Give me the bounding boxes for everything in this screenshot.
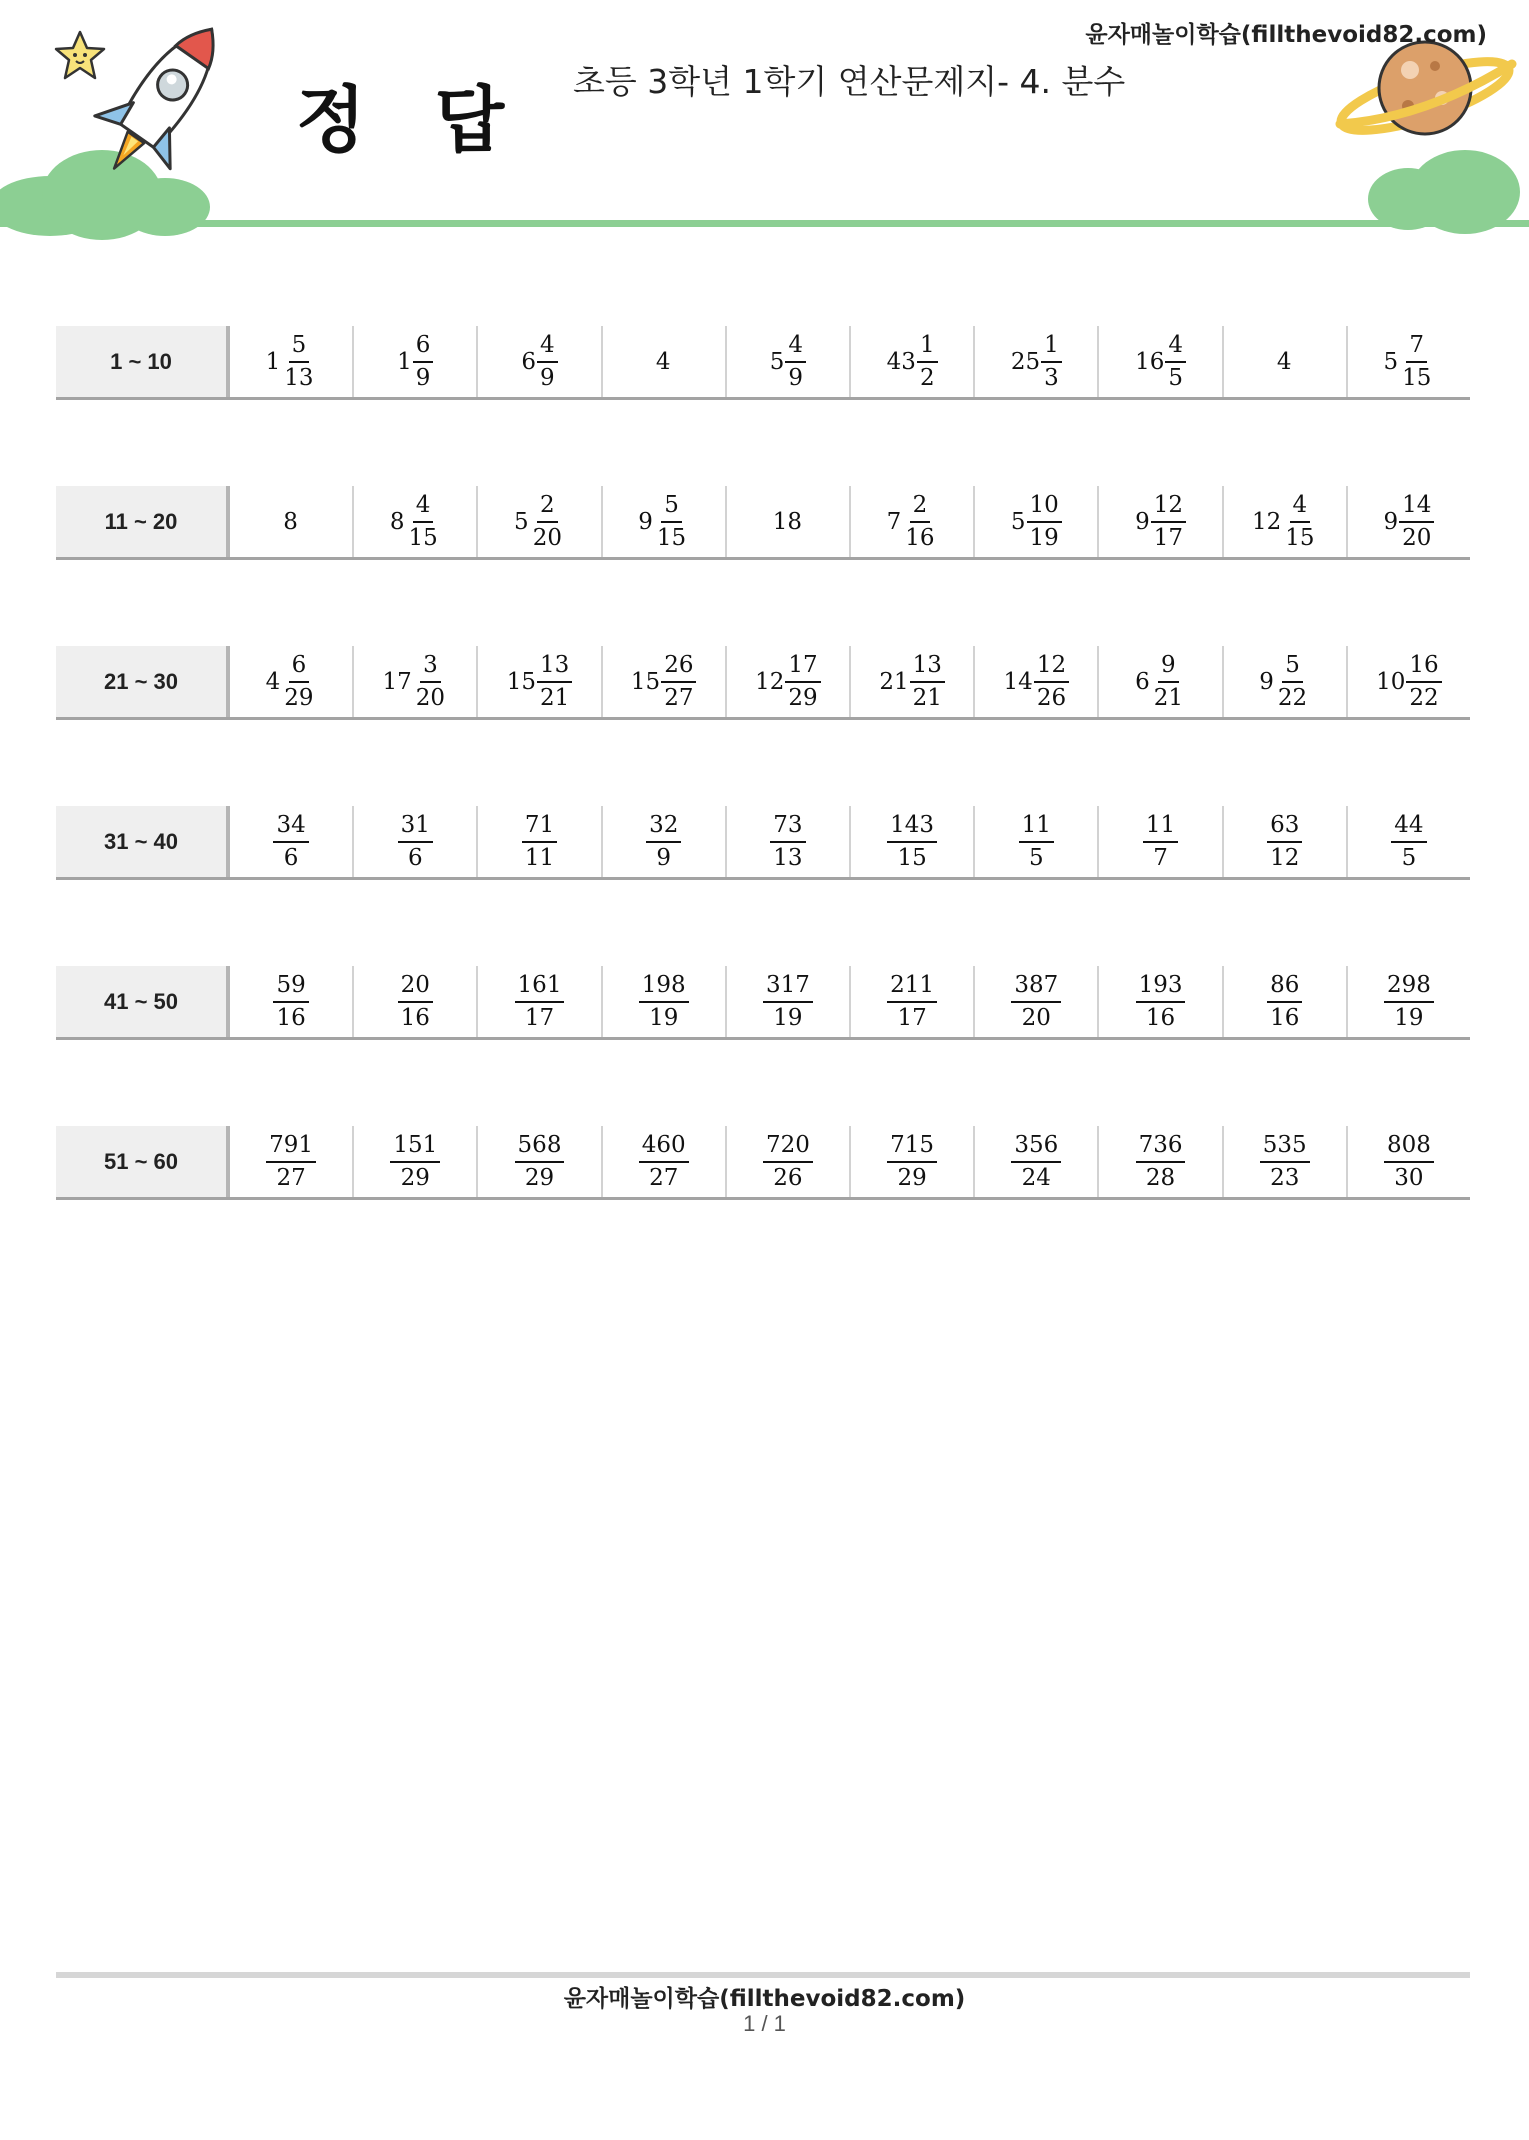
fraction: [405, 491, 440, 551]
whole-number: 5: [769, 348, 785, 375]
whole-number: 5: [514, 508, 529, 535]
answer-cell: [230, 1126, 354, 1197]
denominator: 9: [415, 364, 431, 391]
numerator: 568: [515, 1134, 565, 1163]
numerator: 791: [266, 1134, 316, 1163]
denominator: 9: [540, 364, 555, 391]
whole-number: 4: [265, 668, 281, 695]
denominator: 20: [1021, 1004, 1051, 1031]
denominator: 21: [540, 684, 570, 711]
answer-cell: [851, 966, 975, 1037]
answer-row: [56, 486, 1470, 560]
numerator: 1: [1041, 334, 1062, 363]
whole-number: 25: [1010, 348, 1041, 375]
denominator: 27: [276, 1164, 306, 1191]
answer-cell: [975, 1126, 1099, 1197]
answer-cell: [230, 646, 354, 717]
fraction: [639, 971, 689, 1031]
fraction: [1143, 811, 1178, 871]
answer-cell: [230, 326, 354, 397]
fraction: [515, 971, 565, 1031]
answer-cell: [851, 486, 975, 557]
fraction: [887, 811, 937, 871]
numerator: 298: [1384, 974, 1434, 1003]
fraction: [1027, 491, 1062, 551]
denominator: 16: [400, 1004, 430, 1031]
numerator: 34: [273, 814, 308, 843]
answer-cell: [230, 486, 354, 557]
answer-cell: [851, 326, 975, 397]
denominator: 23: [1270, 1164, 1300, 1191]
site-name-top: 윤자매놀이학습(fillthevoid82.com): [1085, 22, 1487, 48]
fraction: [281, 331, 316, 391]
fraction: [1019, 811, 1054, 871]
fraction: [1399, 491, 1434, 551]
answer-cell: [354, 646, 478, 717]
fraction: [639, 1131, 689, 1191]
answer-row: [56, 966, 1470, 1040]
numerator: 14: [1399, 494, 1434, 523]
fraction: [770, 811, 805, 871]
fraction: [646, 811, 681, 871]
worksheet-subtitle: 초등 3학년 1학기 연산문제지- 4. 분수: [573, 62, 1126, 101]
answer-cell: [727, 326, 851, 397]
answer-cell: [603, 486, 727, 557]
row-range-label: 21 ~ 30: [56, 646, 230, 717]
fraction: [654, 491, 689, 551]
denominator: 16: [1270, 1004, 1300, 1031]
denominator: 15: [897, 844, 927, 871]
denominator: 20: [415, 684, 446, 711]
numerator: 535: [1260, 1134, 1310, 1163]
fraction: [390, 1131, 440, 1191]
numerator: 44: [1391, 814, 1426, 843]
numerator: 808: [1384, 1134, 1434, 1163]
denominator: 12: [1270, 844, 1300, 871]
denominator: 19: [1394, 1004, 1424, 1031]
numerator: 17: [785, 654, 820, 683]
numerator: 12: [1151, 494, 1186, 523]
header-divider: [0, 220, 1529, 227]
denominator: 15: [408, 524, 438, 551]
fraction: [530, 491, 565, 551]
denominator: 9: [656, 844, 672, 871]
denominator: 16: [1145, 1004, 1176, 1031]
answer-table: [56, 326, 1470, 1286]
denominator: 26: [1036, 684, 1067, 711]
fraction: [887, 1131, 937, 1191]
fraction: [763, 971, 813, 1031]
denominator: 15: [1285, 524, 1315, 551]
whole-number: 18: [772, 508, 803, 535]
numerator: 2: [537, 494, 558, 523]
whole-number: 1: [265, 348, 281, 375]
answer-cell: [478, 646, 602, 717]
fraction: [1267, 811, 1302, 871]
whole-number: 15: [506, 668, 536, 695]
answer-cell: [1348, 486, 1470, 557]
row-range-label: 31 ~ 40: [56, 806, 230, 877]
numerator: 6: [289, 654, 310, 683]
denominator: 27: [649, 1164, 679, 1191]
numerator: 720: [763, 1134, 813, 1163]
answer-cell: [1099, 486, 1223, 557]
numerator: 10: [1027, 494, 1062, 523]
denominator: 19: [773, 1004, 803, 1031]
numerator: 1: [917, 334, 938, 363]
numerator: 4: [785, 334, 806, 363]
numerator: 193: [1136, 974, 1186, 1003]
answer-cell: [1224, 486, 1348, 557]
answer-cell: [975, 806, 1099, 877]
numerator: 4: [537, 334, 558, 363]
numerator: 151: [390, 1134, 440, 1163]
denominator: 5: [1028, 844, 1044, 871]
numerator: 5: [289, 334, 310, 363]
answer-cell: [478, 326, 602, 397]
numerator: 5: [1282, 654, 1303, 683]
denominator: 20: [532, 524, 562, 551]
whole-number: 9: [1259, 668, 1274, 695]
whole-number: 4: [1276, 348, 1292, 375]
page-number: 1 / 1: [743, 2011, 786, 2036]
denominator: 15: [1402, 364, 1432, 391]
answer-cell: [1099, 326, 1223, 397]
answer-row: [56, 646, 1470, 720]
fraction: [1267, 971, 1302, 1031]
fraction: [273, 971, 308, 1031]
numerator: 4: [1290, 494, 1311, 523]
fraction: [1136, 1131, 1186, 1191]
denominator: 22: [1409, 684, 1439, 711]
fraction: [281, 651, 316, 711]
denominator: 9: [788, 364, 804, 391]
denominator: 13: [284, 364, 314, 391]
whole-number: 10: [1376, 668, 1406, 695]
whole-number: 9: [1383, 508, 1399, 535]
fraction: [785, 651, 820, 711]
answer-cell: [603, 326, 727, 397]
fraction: [887, 971, 937, 1031]
numerator: 460: [639, 1134, 689, 1163]
footer-divider: [56, 1972, 1470, 1978]
answer-cell: [975, 646, 1099, 717]
fraction: [1260, 1131, 1310, 1191]
fraction: [413, 651, 448, 711]
answer-cell: [603, 806, 727, 877]
answer-cell: [478, 966, 602, 1037]
answer-cell: [1348, 966, 1470, 1037]
denominator: 22: [1277, 684, 1308, 711]
denominator: 17: [897, 1004, 927, 1031]
denominator: 11: [524, 844, 555, 871]
answer-cell: [1224, 966, 1348, 1037]
row-range-label: 51 ~ 60: [56, 1126, 230, 1197]
fraction: [910, 651, 945, 711]
fraction: [522, 811, 557, 871]
numerator: 26: [661, 654, 696, 683]
fraction: [273, 811, 308, 871]
answer-cell: [1348, 806, 1470, 877]
row-range-label: 41 ~ 50: [56, 966, 230, 1037]
denominator: 21: [912, 684, 942, 711]
denominator: 30: [1394, 1164, 1424, 1191]
numerator: 11: [1019, 814, 1054, 843]
fraction: [398, 811, 433, 871]
page-title: 정 답: [296, 78, 527, 162]
whole-number: 6: [521, 348, 536, 375]
whole-number: 16: [1135, 348, 1165, 375]
answer-cell: [975, 326, 1099, 397]
denominator: 13: [773, 844, 803, 871]
fraction: [398, 971, 433, 1031]
numerator: 356: [1011, 1134, 1061, 1163]
fraction: [902, 491, 937, 551]
fraction: [917, 331, 938, 391]
denominator: 2: [919, 364, 935, 391]
numerator: 86: [1267, 974, 1302, 1003]
numerator: 4: [413, 494, 434, 523]
answer-cell: [478, 1126, 602, 1197]
answer-cell: [603, 966, 727, 1037]
fraction: [413, 331, 434, 391]
numerator: 63: [1267, 814, 1302, 843]
whole-number: 4: [655, 348, 671, 375]
numerator: 7: [1406, 334, 1427, 363]
denominator: 3: [1044, 364, 1059, 391]
answer-cell: [1224, 326, 1348, 397]
answer-cell: [1099, 966, 1223, 1037]
fraction: [1034, 651, 1069, 711]
answer-cell: [603, 1126, 727, 1197]
answer-cell: [230, 966, 354, 1037]
fraction: [1282, 491, 1317, 551]
fraction: [537, 651, 572, 711]
denominator: 15: [656, 524, 687, 551]
answer-cell: [727, 1126, 851, 1197]
numerator: 715: [887, 1134, 937, 1163]
numerator: 387: [1011, 974, 1061, 1003]
whole-number: 6: [1135, 668, 1150, 695]
denominator: 5: [1168, 364, 1183, 391]
numerator: 2: [910, 494, 931, 523]
numerator: 317: [763, 974, 813, 1003]
site-name-bottom: 윤자매놀이학습(fillthevoid82.com): [563, 1986, 966, 2012]
answer-cell: [1224, 1126, 1348, 1197]
fraction: [1011, 971, 1061, 1031]
denominator: 20: [1402, 524, 1432, 551]
whole-number: 1: [397, 348, 412, 375]
fraction: [1384, 971, 1434, 1031]
numerator: 71: [522, 814, 557, 843]
answer-cell: [1348, 326, 1470, 397]
denominator: 21: [1153, 684, 1183, 711]
answer-cell: [478, 806, 602, 877]
answer-cell: [851, 646, 975, 717]
whole-number: 12: [1251, 508, 1282, 535]
star-icon: [56, 32, 104, 78]
answer-row: [56, 806, 1470, 880]
numerator: 4: [1165, 334, 1186, 363]
numerator: 59: [273, 974, 308, 1003]
answer-cell: [1099, 1126, 1223, 1197]
answer-cell: [1348, 646, 1470, 717]
denominator: 16: [276, 1004, 306, 1031]
whole-number: 21: [879, 668, 909, 695]
numerator: 3: [420, 654, 441, 683]
answer-cell: [230, 806, 354, 877]
answer-cell: [354, 486, 478, 557]
fraction: [1011, 1131, 1061, 1191]
numerator: 9: [1158, 654, 1179, 683]
numerator: 31: [398, 814, 433, 843]
whole-number: 17: [382, 668, 412, 695]
fraction: [1151, 491, 1186, 551]
fraction: [763, 1131, 813, 1191]
denominator: 19: [649, 1004, 679, 1031]
answer-row: [56, 1126, 1470, 1200]
numerator: 143: [887, 814, 937, 843]
denominator: 16: [905, 524, 935, 551]
numerator: 11: [1143, 814, 1178, 843]
numerator: 16: [1406, 654, 1441, 683]
fraction: [1041, 331, 1062, 391]
answer-cell: [603, 646, 727, 717]
row-range-label: 11 ~ 20: [56, 486, 230, 557]
denominator: 6: [407, 844, 423, 871]
denominator: 29: [284, 684, 314, 711]
numerator: 211: [887, 974, 937, 1003]
answer-cell: [1099, 806, 1223, 877]
numerator: 73: [770, 814, 805, 843]
whole-number: 5: [1010, 508, 1026, 535]
answer-cell: [354, 1126, 478, 1197]
fraction: [1384, 1131, 1434, 1191]
answer-cell: [354, 966, 478, 1037]
fraction: [1391, 811, 1426, 871]
answer-cell: [727, 966, 851, 1037]
answer-cell: [354, 806, 478, 877]
fraction: [1275, 651, 1310, 711]
denominator: 28: [1145, 1164, 1176, 1191]
whole-number: 9: [638, 508, 653, 535]
whole-number: 7: [886, 508, 902, 535]
denominator: 27: [664, 684, 694, 711]
answer-cell: [354, 326, 478, 397]
numerator: 13: [910, 654, 945, 683]
denominator: 29: [524, 1164, 555, 1191]
denominator: 29: [400, 1164, 430, 1191]
row-range-label: 1 ~ 10: [56, 326, 230, 397]
whole-number: 12: [755, 668, 785, 695]
whole-number: 15: [630, 668, 661, 695]
numerator: 6: [413, 334, 434, 363]
denominator: 6: [283, 844, 299, 871]
denominator: 19: [1029, 524, 1059, 551]
fraction: [661, 651, 696, 711]
answer-cell: [851, 1126, 975, 1197]
denominator: 7: [1153, 844, 1168, 871]
answer-cell: [727, 486, 851, 557]
answer-cell: [1099, 646, 1223, 717]
fraction: [1399, 331, 1434, 391]
numerator: 13: [537, 654, 572, 683]
fraction: [785, 331, 806, 391]
whole-number: 14: [1003, 668, 1033, 695]
page-header: [0, 0, 1529, 232]
answer-cell: [1348, 1126, 1470, 1197]
fraction: [1151, 651, 1186, 711]
answer-cell: [1224, 646, 1348, 717]
numerator: 198: [639, 974, 689, 1003]
denominator: 5: [1401, 844, 1417, 871]
answer-row: [56, 326, 1470, 400]
whole-number: 5: [1383, 348, 1399, 375]
denominator: 26: [773, 1164, 803, 1191]
numerator: 161: [515, 974, 565, 1003]
denominator: 17: [524, 1004, 555, 1031]
fraction: [1406, 651, 1441, 711]
denominator: 29: [897, 1164, 927, 1191]
fraction: [537, 331, 558, 391]
answer-cell: [975, 966, 1099, 1037]
answer-cell: [975, 486, 1099, 557]
numerator: 736: [1136, 1134, 1186, 1163]
fraction: [515, 1131, 565, 1191]
whole-number: 8: [283, 508, 298, 535]
fraction: [266, 1131, 316, 1191]
whole-number: 8: [389, 508, 405, 535]
numerator: 20: [398, 974, 433, 1003]
fraction: [1165, 331, 1186, 391]
numerator: 12: [1034, 654, 1069, 683]
whole-number: 9: [1135, 508, 1150, 535]
answer-cell: [851, 806, 975, 877]
fraction: [1136, 971, 1186, 1031]
denominator: 17: [1153, 524, 1183, 551]
numerator: 32: [646, 814, 681, 843]
rocket-icon: [20, 8, 240, 198]
denominator: 24: [1021, 1164, 1051, 1191]
whole-number: 43: [886, 348, 916, 375]
answer-cell: [1224, 806, 1348, 877]
numerator: 5: [661, 494, 682, 523]
answer-cell: [478, 486, 602, 557]
answer-cell: [727, 806, 851, 877]
answer-cell: [727, 646, 851, 717]
denominator: 29: [788, 684, 818, 711]
